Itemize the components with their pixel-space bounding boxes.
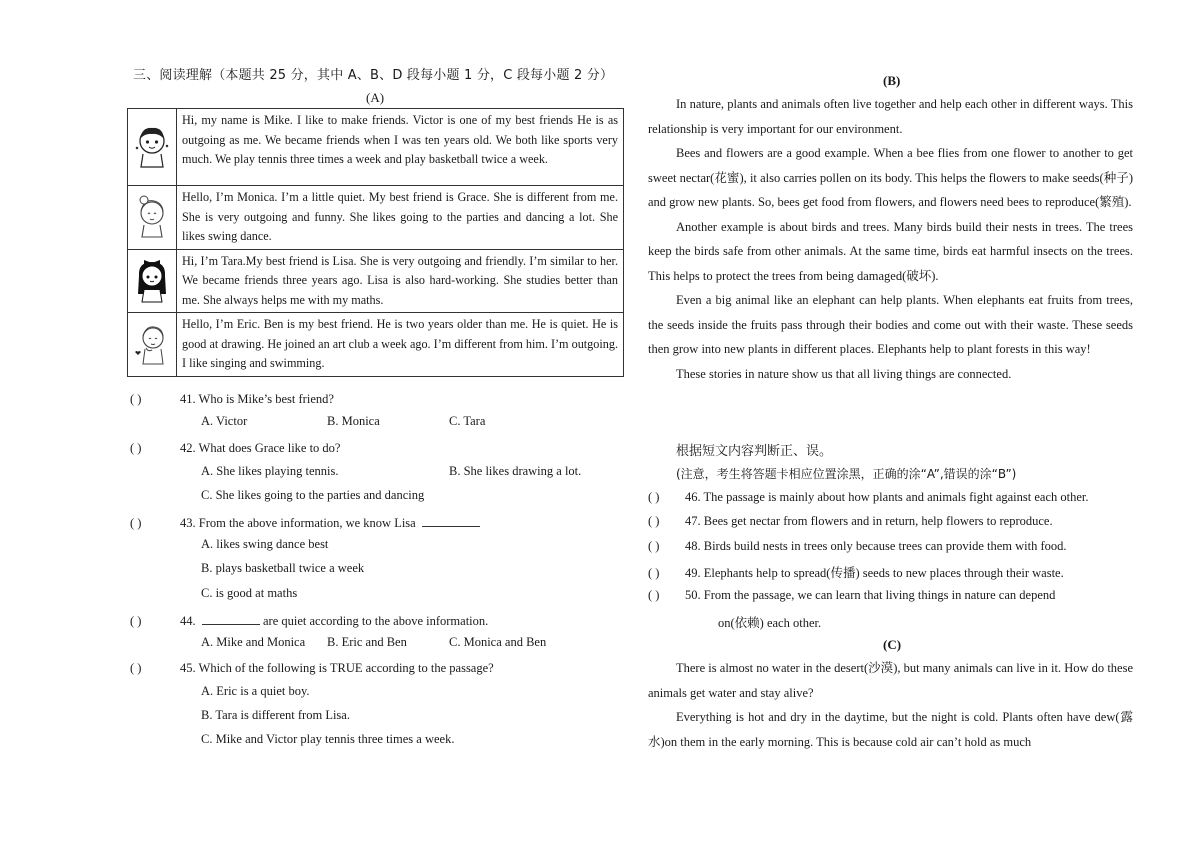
option-c: C. is good at maths	[201, 586, 298, 600]
answer-paren[interactable]: ( )	[130, 392, 142, 406]
answer-paren[interactable]: ( )	[648, 539, 660, 553]
passage-paragraph: Bees and flowers are a good example. When a bee flies from one flower to another to get sweet nectar(花蜜), it also carries pollen on its body. This helps the flowers to make seeds(种子) and grow new plants. So, bees get food from flowers, and flowers need bees to reproduce(繁殖).	[648, 146, 1133, 209]
passage-paragraph: Even a big animal like an elephant can help plants. When elephants eat fruits from trees, the seeds inside the fruits pass through their bodies and come out with their waste. These seeds then grow into new plants in different places. Elephants help to plant forests in this way!	[648, 293, 1133, 356]
question-stem: 48. Birds build nests in trees only because trees can provide them with food.	[685, 539, 1067, 553]
question-48	[648, 539, 1067, 554]
option-b: B. Eric and Ben	[327, 635, 407, 649]
option-c: C. She likes going to the parties and dancing	[201, 488, 425, 502]
question-47	[648, 514, 1053, 529]
option-c: C. Mike and Victor play tennis three times a week.	[201, 732, 455, 746]
profile-text: Hello, I’m Eric. Ben is my best friend. He is two years older than me. He is quiet. He is good at drawing. He joined an art club a week ago. I’m different from him. I’m outgoing. I like singing and swimming.	[177, 313, 624, 377]
girl-thinking-avatar-icon	[128, 313, 177, 377]
answer-paren[interactable]: ( )	[648, 566, 660, 580]
part-c-passage	[648, 656, 1133, 754]
option-b: B. plays basketball twice a week	[201, 561, 365, 575]
passage-paragraph: In nature, plants and animals often live together and help each other in different ways. This relationship is very important for our environment.	[648, 97, 1133, 136]
part-b-passage	[648, 92, 1133, 386]
question-stem: 47. Bees get nectar from flowers and in return, help flowers to reproduce.	[685, 514, 1053, 528]
question-stem: 43. From the above information, we know Lisa	[180, 516, 416, 530]
part-b-label: (B)	[883, 73, 901, 88]
question-stem: 42. What does Grace like to do?	[180, 441, 341, 455]
girl-bow-avatar-icon	[128, 249, 177, 313]
profile-text: Hello, I’m Monica. I’m a little quiet. My best friend is Grace. She is different from me. She is very outgoing and funny. She likes going to the parties and dancing a lot. She likes swing dance.	[177, 186, 624, 250]
question-stem: are quiet according to the above information.	[263, 614, 489, 628]
answer-paren[interactable]: ( )	[130, 614, 142, 628]
passage-paragraph: Everything is hot and dry in the daytime, but the night is cold. Plants often have dew(露水)on them in the early morning. This is because cold air can’t hold as much	[648, 710, 1133, 749]
part-a-label: (A)	[366, 90, 385, 105]
question-50-continued: on(依赖) each other.	[718, 616, 822, 630]
profile-text: Hi, I’m Tara.My best friend is Lisa. She is very outgoing and friendly. I’m similar to her. We became friends three years ago. Lisa is also hard-working. She studies better than me. She always helps me with my maths.	[177, 249, 624, 313]
answer-blank	[202, 612, 260, 625]
question-stem: 49. Elephants help to spread(传播) seeds to new places through their waste.	[685, 566, 1064, 580]
answer-paren[interactable]: ( )	[130, 441, 142, 455]
girl-avatar-icon	[128, 186, 177, 250]
answer-blank	[422, 514, 480, 527]
question-45	[130, 661, 494, 676]
option-a: A. likes swing dance best	[201, 537, 329, 551]
option-b: B. She likes drawing a lot.	[449, 464, 582, 478]
passage-paragraph: These stories in nature show us that all living things are connected.	[676, 366, 1012, 381]
question-number: 44.	[180, 614, 196, 628]
profiles-table	[127, 108, 624, 377]
question-stem: 46. The passage is mainly about how plants and animals fight against each other.	[685, 490, 1089, 504]
question-42	[130, 441, 340, 456]
question-43	[130, 514, 480, 531]
option-c: C. Monica and Ben	[449, 635, 547, 649]
answer-paren[interactable]: ( )	[648, 588, 660, 602]
passage-paragraph: There is almost no water in the desert(沙漠), but many animals can live in it. How do these animals get water and stay alive?	[648, 661, 1133, 700]
question-44	[130, 612, 488, 629]
profile-row-tara	[128, 249, 624, 313]
passage-paragraph: Another example is about birds and trees. Many birds build their nests in trees. The trees keep the birds safe from other animals. At the same time, birds eat harmful insects on the trees. This helps to protect the trees from being damaged(破坏).	[648, 219, 1133, 283]
boy-avatar-icon	[128, 109, 177, 186]
option-a: A. Victor	[201, 414, 248, 428]
profile-row-monica	[128, 186, 624, 250]
answer-paren[interactable]: ( )	[130, 516, 142, 530]
answer-paren[interactable]: ( )	[648, 514, 660, 528]
question-stem: 45. Which of the following is TRUE according to the passage?	[180, 661, 494, 675]
question-49	[648, 563, 1064, 581]
question-41	[130, 392, 334, 407]
option-a: A. She likes playing tennis.	[201, 464, 339, 478]
option-b: B. Tara is different from Lisa.	[201, 708, 350, 722]
option-a: A. Mike and Monica	[201, 635, 306, 649]
question-stem: 50. From the passage, we can learn that living things in nature can depend	[685, 588, 1056, 602]
answer-paren[interactable]: ( )	[130, 661, 142, 675]
option-a: A. Eric is a quiet boy.	[201, 684, 310, 698]
answer-paren[interactable]: ( )	[648, 490, 660, 504]
question-46	[648, 490, 1089, 505]
part-c-label: (C)	[883, 637, 902, 652]
option-b: B. Monica	[327, 414, 380, 428]
profile-text: Hi, my name is Mike. I like to make friends. Victor is one of my best friends He is as outgoing as me. We became friends when I was ten years old. We both like sports very much. We play tennis three times a week and play basketball twice a week.	[177, 109, 624, 186]
profile-row-mike	[128, 109, 624, 186]
section-title: 三、阅读理解（本题共 25 分，其中 A、B、D 段每小题 1 分，C 段每小题 2 分）	[133, 68, 614, 83]
question-stem: 41. Who is Mike’s best friend?	[180, 392, 334, 406]
question-50	[648, 588, 1055, 603]
option-c: C. Tara	[449, 414, 486, 428]
judge-instruction: 根据短文内容判断正、误。	[676, 444, 833, 459]
profile-row-eric	[128, 313, 624, 377]
answer-note: (注意，考生将答题卡相应位置涂黑，正确的涂“A”,错误的涂“B”)	[676, 467, 1017, 481]
